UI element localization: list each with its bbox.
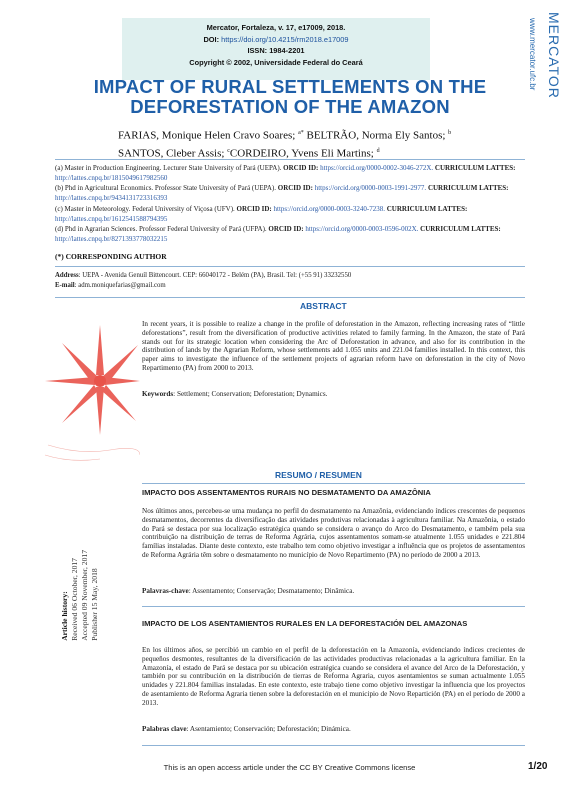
- email-label: E-mail: [55, 282, 75, 289]
- affiliation-c: (c) Master in Meteorology. Federal University of Viçosa (UFV). ORCID ID: https://orcid.org/0000-0003-3240-7238. CURRICULUM LATTES: http://lattes.cnpq.br/1612541588794395: [55, 205, 468, 223]
- history-received: Received 06 October, 2017: [70, 558, 79, 641]
- affiliation-a: (a) Master in Production Engineering. Lecturer State University of Pará (UEPA). ORCID ID: https://orcid.org/0000-0002-3046-272X. CURRICULUM LATTES: http://lattes.cnpq.br/1815049617982560: [55, 164, 516, 182]
- author-1-mark: a*: [298, 130, 304, 136]
- issn: ISSN: 1984-2201: [247, 46, 305, 56]
- divider: [142, 745, 525, 746]
- author-4: CORDEIRO, Yvens Eli Martins;: [229, 147, 377, 160]
- journal-line: Mercator, Fortaleza, v. 17, e17009, 2018.: [206, 23, 346, 32]
- contact-block: [55, 271, 351, 291]
- affiliation-b: (b) Phd in Agricultural Economics. Professor State University of Pará (UEPA). ORCID ID: https://orcid.org/0000-0003-1991-2977. CURRICULUM LATTES: http://lattes.cnpq.br/9434131723316393: [55, 184, 509, 202]
- pt-keywords: Palavras-chave: Assentamento; Conservação; Desmatamento; Dinâmica.: [142, 587, 355, 595]
- affiliation-d: (d) Phd in Agrarian Sciences. Professor Federal University of Pará (UFPA). ORCID ID: https://orcid.org/0000-0003-0596-002X. CURRICULUM LATTES: http://lattes.cnpq.br/8271393778032215: [55, 225, 501, 243]
- page-number: 1/20: [528, 761, 548, 772]
- divider: [55, 297, 525, 298]
- license-note: This is an open access article under the CC BY Creative Commons license: [163, 763, 416, 772]
- journal-logo: MERCATOR: [546, 12, 562, 99]
- author-2: BELTRÃO, Norma Ely Santos;: [303, 129, 449, 142]
- journal-url[interactable]: www.mercator.ufc.br: [528, 18, 537, 91]
- history-label: Article history:: [60, 591, 69, 641]
- es-title: IMPACTO DE LOS ASENTAMIENTOS RURALES EN LA DEFORESTACIÓN DEL AMAZONAS: [142, 619, 468, 628]
- pt-title: IMPACTO DOS ASSENTAMENTOS RURAIS NO DESMATAMENTO DA AMAZÔNIA: [142, 488, 431, 497]
- article-history: [60, 550, 100, 641]
- resumo-heading: RESUMO / RESUMEN: [275, 470, 362, 480]
- pt-abstract: Nos últimos anos, percebeu-se uma mudança no perfil do desmatamento na Amazônia, evidenciando índices crescentes de pequenos desmatamentos, decorrentes da diversificação das atividades produtivas relacionadas à agricultura familiar. Na Amazônia, o estado do Pará se destaca por sua localização estratégica quando se considera o avanço do Arco do Desmatamento, e também pela sua contribuição na distribuição de terras de Reforma Agrária, cujos assentamentos somam-se atualmente 1.055 unidades e 221.804 famílias instaladas. Diante deste contexto, este trabalho tem como objetivo investigar a influência que os projetos de assentamentos de Reforma Agrária têm sobre o desmatamento no município de Novo Repartimento (PA) no período de 2000 a 2013.: [142, 507, 525, 559]
- author-2-mark: b: [448, 130, 452, 136]
- keywords: Keywords: Settlement; Conservation; Deforestation; Dynamics.: [142, 390, 328, 398]
- abstract-heading: ABSTRACT: [300, 301, 347, 311]
- history-accepted: Accepted 09 November, 2017: [80, 550, 89, 641]
- author-1: FARIAS, Monique Helen Cravo Soares;: [118, 129, 299, 142]
- corresponding-author-note: (*) CORRESPONDING AUTHOR: [55, 252, 167, 261]
- author-4-mark: d: [376, 147, 380, 154]
- compass-rose-decoration: [40, 305, 140, 465]
- title-line-1: IMPACT OF RURAL SETTLEMENTS ON THE: [93, 76, 487, 97]
- title-line-2: DEFORESTATION OF THE AMAZON: [130, 96, 450, 117]
- author-list: [118, 126, 518, 161]
- doi-label: DOI:: [203, 34, 220, 44]
- divider: [55, 266, 525, 267]
- es-keywords: Palabras clave: Asentamiento; Conservación; Deforestación; Dinámica.: [142, 725, 351, 733]
- divider: [142, 483, 525, 484]
- abstract-text: In recent years, it is possible to realize a change in the profile of deforestation in the Amazon, reflecting increasing rates of “little deforestations”, result from the diversification of productive activities related to family farming. In the Amazon, the state of Pará stands out for its strategic location when considering the Arc of Deforestation in advance, and also for its contribution in the distribution of lands by the Agrarian Reform, whose settlements add 1.055 units and 221.04 families installed. In this context, this paper aims to investigate the influence of the settlement projects of agrarian reform have on deforestation in the city of Novo Repartimento (PA) from 2000 to 2013.: [142, 320, 525, 372]
- citation-box: [122, 18, 430, 80]
- address-text: : UEPA - Avenida Genuíl Bittencourt. CEP: 66040172 - Belém (PA), Brasil. Tel: (+55 91) 33232550: [78, 272, 352, 279]
- divider: [55, 159, 525, 160]
- copyright: Copyright © 2002, Universidade Federal do Ceará: [189, 57, 363, 67]
- email-text[interactable]: : adm.moniquefarias@gmail.com: [74, 282, 166, 289]
- divider: [142, 606, 525, 607]
- author-3-mark: c: [227, 147, 230, 154]
- doi-link[interactable]: https://doi.org/10.4215/rm2018.e17009: [221, 34, 349, 44]
- es-abstract: En los últimos años, se percibió un cambio en el perfil de la deforestación en la Amazonía, evidenciando índices crecientes de pequeños desmontes, resultantes de la diversificación de las actividades productivas relacionadas a la agricultura familiar. En la Amazonía, el estado de Pará se destaca por su ubicación estratégica cuando se considera el avance del Arco de la Deforestación, y también por su contribución en la distribución de tierras de Reforma Agraria, cuyos asentamientos se suman actualmente 1.055 unidades y 221.804 familias instaladas. En este contexto, este trabajo tiene como objetivo investigar la influencia que los proyectos de asentamiento de Reforma Agraria tienen sobre la deforestación en el municipio de Novo Repartición (PA) en el período de 2000 a 2013.: [142, 646, 525, 707]
- address-label: Address: [55, 272, 79, 279]
- author-3: SANTOS, Cleber Assis;: [118, 147, 228, 160]
- history-published: Publisher 15 May, 2018: [90, 568, 99, 641]
- article-title: [70, 77, 510, 117]
